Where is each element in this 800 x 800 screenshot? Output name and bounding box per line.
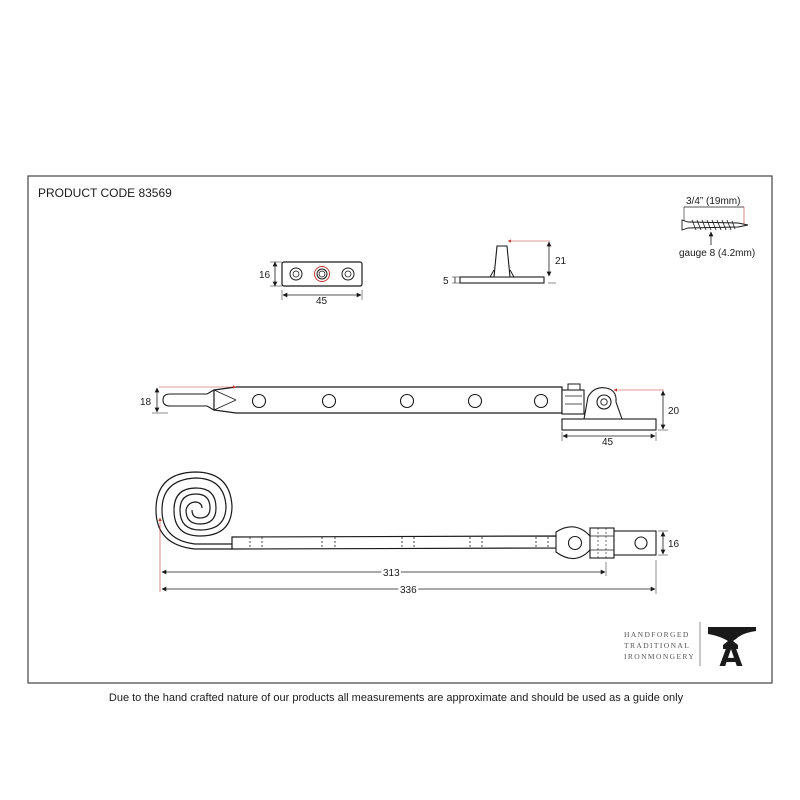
pin-height-label: 21 xyxy=(555,256,567,267)
stay-end-height-label: 18 xyxy=(140,397,152,408)
product-code: PRODUCT CODE 83569 xyxy=(38,186,172,200)
plate-height-label: 16 xyxy=(259,270,271,281)
screw-length-label: 3/4” (19mm) xyxy=(686,196,741,207)
logo-letter: A xyxy=(719,639,743,674)
keep-plate-top-view xyxy=(259,262,362,307)
screw-gauge-label: gauge 8 (4.2mm) xyxy=(679,248,756,259)
brand-block xyxy=(624,622,756,674)
casement-stay-side-view xyxy=(140,384,680,448)
stay-length-inner-label: 313 xyxy=(383,568,400,579)
brand-line-2: TRADITIONAL xyxy=(624,641,691,650)
brand-line-1: HANDFORGED xyxy=(624,630,690,639)
pin-base-label: 5 xyxy=(443,276,449,287)
stay-bracket-height-label: 20 xyxy=(668,406,680,417)
stay-top-bracket-height-label: 16 xyxy=(668,539,680,550)
stay-bracket-width-label: 45 xyxy=(602,437,614,448)
pin-side-view xyxy=(443,241,567,287)
brand-line-3: IRONMONGERY xyxy=(624,652,696,661)
disclaimer-text: Due to the hand crafted nature of our products all measurements are approximate and should be used as a guide only xyxy=(108,692,684,704)
drawing-frame xyxy=(28,176,772,683)
plate-width-label: 45 xyxy=(316,296,328,307)
casement-stay-top-view xyxy=(156,472,680,596)
screw-detail xyxy=(679,196,755,259)
stay-length-overall-label: 336 xyxy=(400,585,417,596)
